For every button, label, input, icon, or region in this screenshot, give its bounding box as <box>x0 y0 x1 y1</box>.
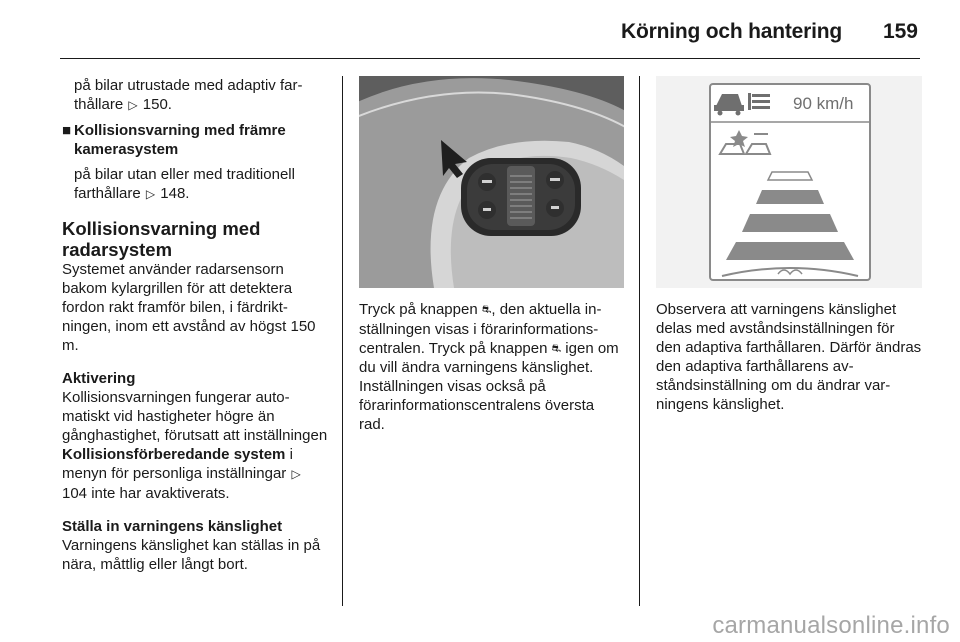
driver-information-display-illustration <box>656 76 922 288</box>
header-rule <box>60 58 920 59</box>
activation-body: Kollisionsvarningen fungerar automatiskt vid hastigheter högre än gånghastighet, förutsatt att inställningen Kollisionsförberedande system i menyn för personliga inställningar ▷ 104 inte har avaktiverats. <box>62 389 328 502</box>
right-column <box>656 76 922 414</box>
bullet-item <box>62 121 330 159</box>
steering-wheel-illustration <box>359 76 624 288</box>
collision-alert-button-icon: ⛐ <box>481 303 492 316</box>
column-divider-right <box>639 76 640 606</box>
page-ref-link[interactable]: 148. <box>160 185 190 202</box>
bullet-body: på bilar utan eller med traditionell farthållare ▷ 148. <box>74 166 295 202</box>
middle-column <box>359 76 624 434</box>
column-divider-left <box>342 76 343 606</box>
reference-arrow-icon: ▷ <box>128 98 138 112</box>
page-ref-link[interactable]: 104 <box>62 485 88 502</box>
chapter-title: Körning och hantering <box>621 20 842 43</box>
section-heading: Kollisionsvarning med radarsystem <box>62 218 261 260</box>
activation-heading: Aktivering <box>62 370 136 387</box>
reference-arrow-icon: ▷ <box>145 187 156 201</box>
figure-caption: Observera att varningens känslighet delas med avståndsinställningen för den adaptiva farthållaren. Därför ändras den adaptiva farthållarens avståndsinställning om du ändrar varningens känslighet. <box>656 301 922 413</box>
left-column <box>62 76 330 574</box>
collision-alert-button-icon: ⛐ <box>551 342 562 355</box>
display-speed: 90 km/h <box>793 94 854 113</box>
watermark: carmanualsonline.info <box>712 612 950 639</box>
reference-arrow-icon: ▷ <box>291 467 301 481</box>
page-number: 159 <box>882 20 918 43</box>
sensitivity-heading: Ställa in varningens känslighet <box>62 518 283 535</box>
bullet-title: Kollisionsvarning med främre kamerasystem <box>74 122 286 158</box>
intro-paragraph: på bilar utrustade med adaptiv farthållare ▷ 150. <box>74 77 303 113</box>
sensitivity-body: Varningens känslighet kan ställas in på nära, måttlig eller långt bort. <box>62 537 321 573</box>
page-ref-link[interactable]: 150. <box>142 96 172 113</box>
section-body: Systemet använder radarsensorn bakom kylargrillen för att detektera fordon rakt framför bilen, i färdriktningen, inom ett avstånd av högst 150 m. <box>62 261 316 354</box>
bullet-marker: ■ <box>62 122 72 139</box>
figure-caption: Tryck på knappen ⛐, den aktuella inställningen visas i förarinformationscentralen. Tryck på knappen ⛐ igen om du vill ändra varningens känslighet. Inställningen visas också på förarinformationscentralens översta rad. <box>359 301 619 434</box>
page-header <box>0 0 960 58</box>
menu-setting-name: Kollisionsförberedande system <box>62 446 286 463</box>
